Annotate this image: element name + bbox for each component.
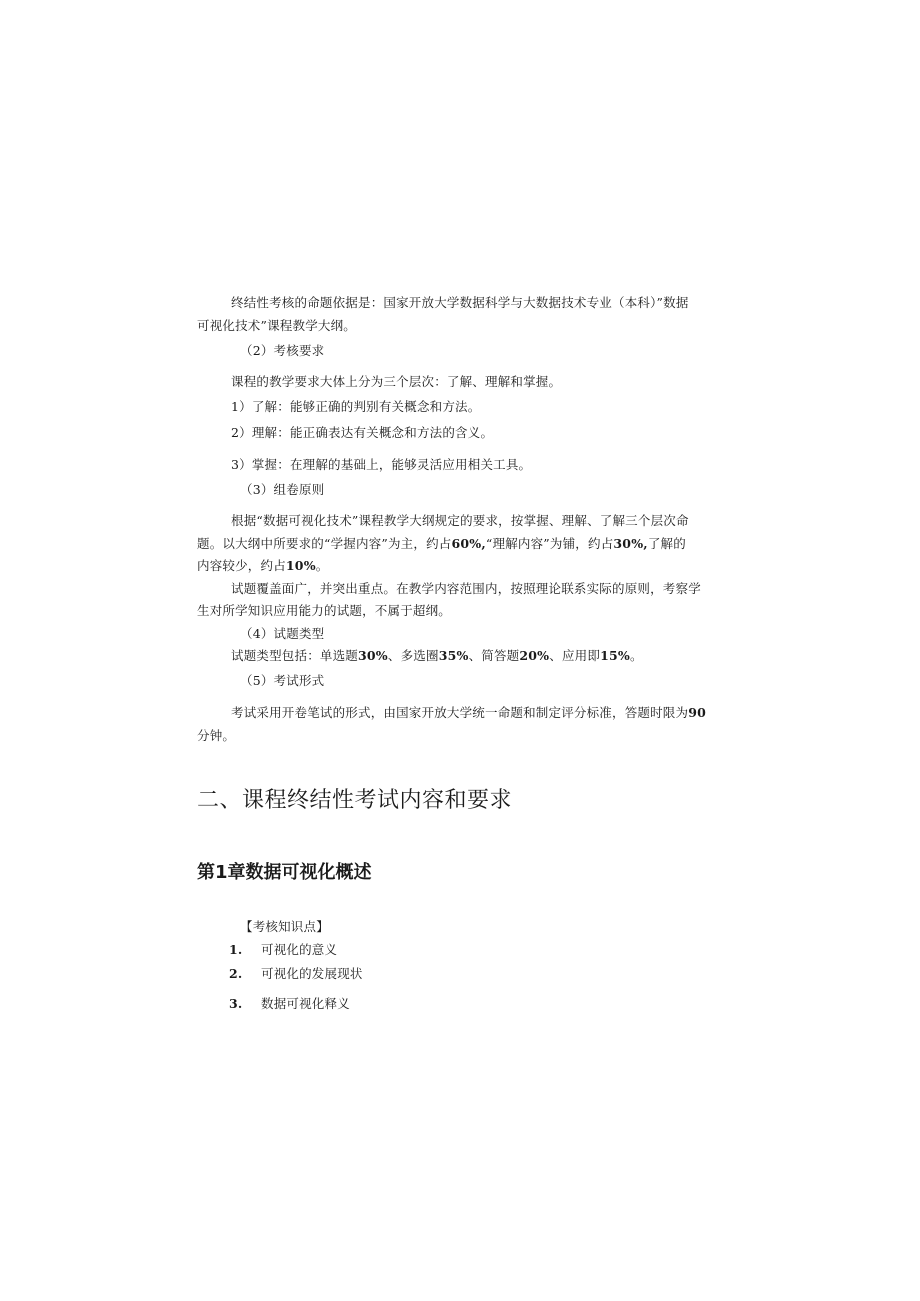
knowledge-label: 【考核知识点】 [240,919,329,934]
knowledge-item-text: 可视化的意义 [261,942,338,957]
section-3-p2-line-2: 生对所学知识应用能力的试题，不属于超纲。 [197,603,452,618]
section-title: 二、课程终结性考试内容和要求 [197,788,513,813]
text-span: 试题类型包括：单选题 [231,648,359,663]
percent-short: 20% [519,648,550,663]
percent-single: 30% [358,648,388,663]
percent-60: 60%, [451,536,486,551]
section-5-line-1 [231,704,706,722]
section-3-p1-line-2 [197,535,686,553]
text-span: 、简答题 [468,648,520,663]
text-span: 、多选圈 [387,648,439,663]
knowledge-item-number: 3. [229,996,243,1011]
percent-multi: 35% [438,648,469,663]
intro-line-2: 可视化技术”课程教学大纲。 [197,318,356,333]
section-4-types [231,647,643,665]
knowledge-item-number: 2. [229,966,243,981]
chapter-title: 第1章数据可视化概述 [197,862,372,883]
percent-10: 10% [285,558,316,573]
minutes-value: 90 [688,705,706,720]
section-2-heading: （2）考核要求 [240,343,325,358]
section-4-heading: （4）试题类型 [240,626,325,641]
text-span: 内容较少，约占 [197,558,286,573]
text-span: 考试采用开卷笔试的形式，由国家开放大学统一命题和制定评分标准，答题时限为 [231,705,689,720]
section-3-p1-line-3 [197,557,328,575]
section-2-item-2: 2）理解：能正确表达有关概念和方法的含义。 [231,425,494,440]
text-span: “理解内容”为铺，约占 [485,536,614,551]
text-span: 了解的 [647,536,686,551]
knowledge-item [229,941,337,959]
knowledge-item-text: 可视化的发展现状 [261,966,363,981]
section-3-p1-line-1: 根据“数据可视化技术”课程教学大纲规定的要求，按掌握、理解、了解三个层次命 [231,513,689,528]
section-3-p2-line-1: 试题覆盖面广，并突出重点。在教学内容范围内，按照理论联系实际的原则，考察学 [231,581,701,596]
section-2-item-1: 1）了解：能够正确的判别有关概念和方法。 [231,399,481,414]
knowledge-item-text: 数据可视化释义 [261,996,350,1011]
text-span: 。 [315,558,329,573]
text-span: 题。以大纲中所要求的“学握内容”为主，约占 [197,536,452,551]
percent-apply: 15% [600,648,630,663]
text-span: 。 [629,648,643,663]
knowledge-item [229,995,350,1013]
section-3-heading: （3）组卷原则 [240,482,325,497]
section-2-item-3: 3）掌握：在理解的基础上，能够灵活应用相关工具。 [231,457,532,472]
section-5-heading: （5）考试形式 [240,673,325,688]
section-2-paragraph: 课程的教学要求大体上分为三个层次：了解、理解和掌握。 [231,374,562,389]
knowledge-item-number: 1. [229,942,243,957]
section-5-line-2: 分钟。 [197,728,236,743]
text-span: 、应用即 [549,648,601,663]
percent-30: 30%, [613,536,648,551]
knowledge-item [229,965,363,983]
intro-line-1: 终结性考核的命题依据是：国家开放大学数据科学与大数据技术专业（本科）”数据 [231,295,689,310]
